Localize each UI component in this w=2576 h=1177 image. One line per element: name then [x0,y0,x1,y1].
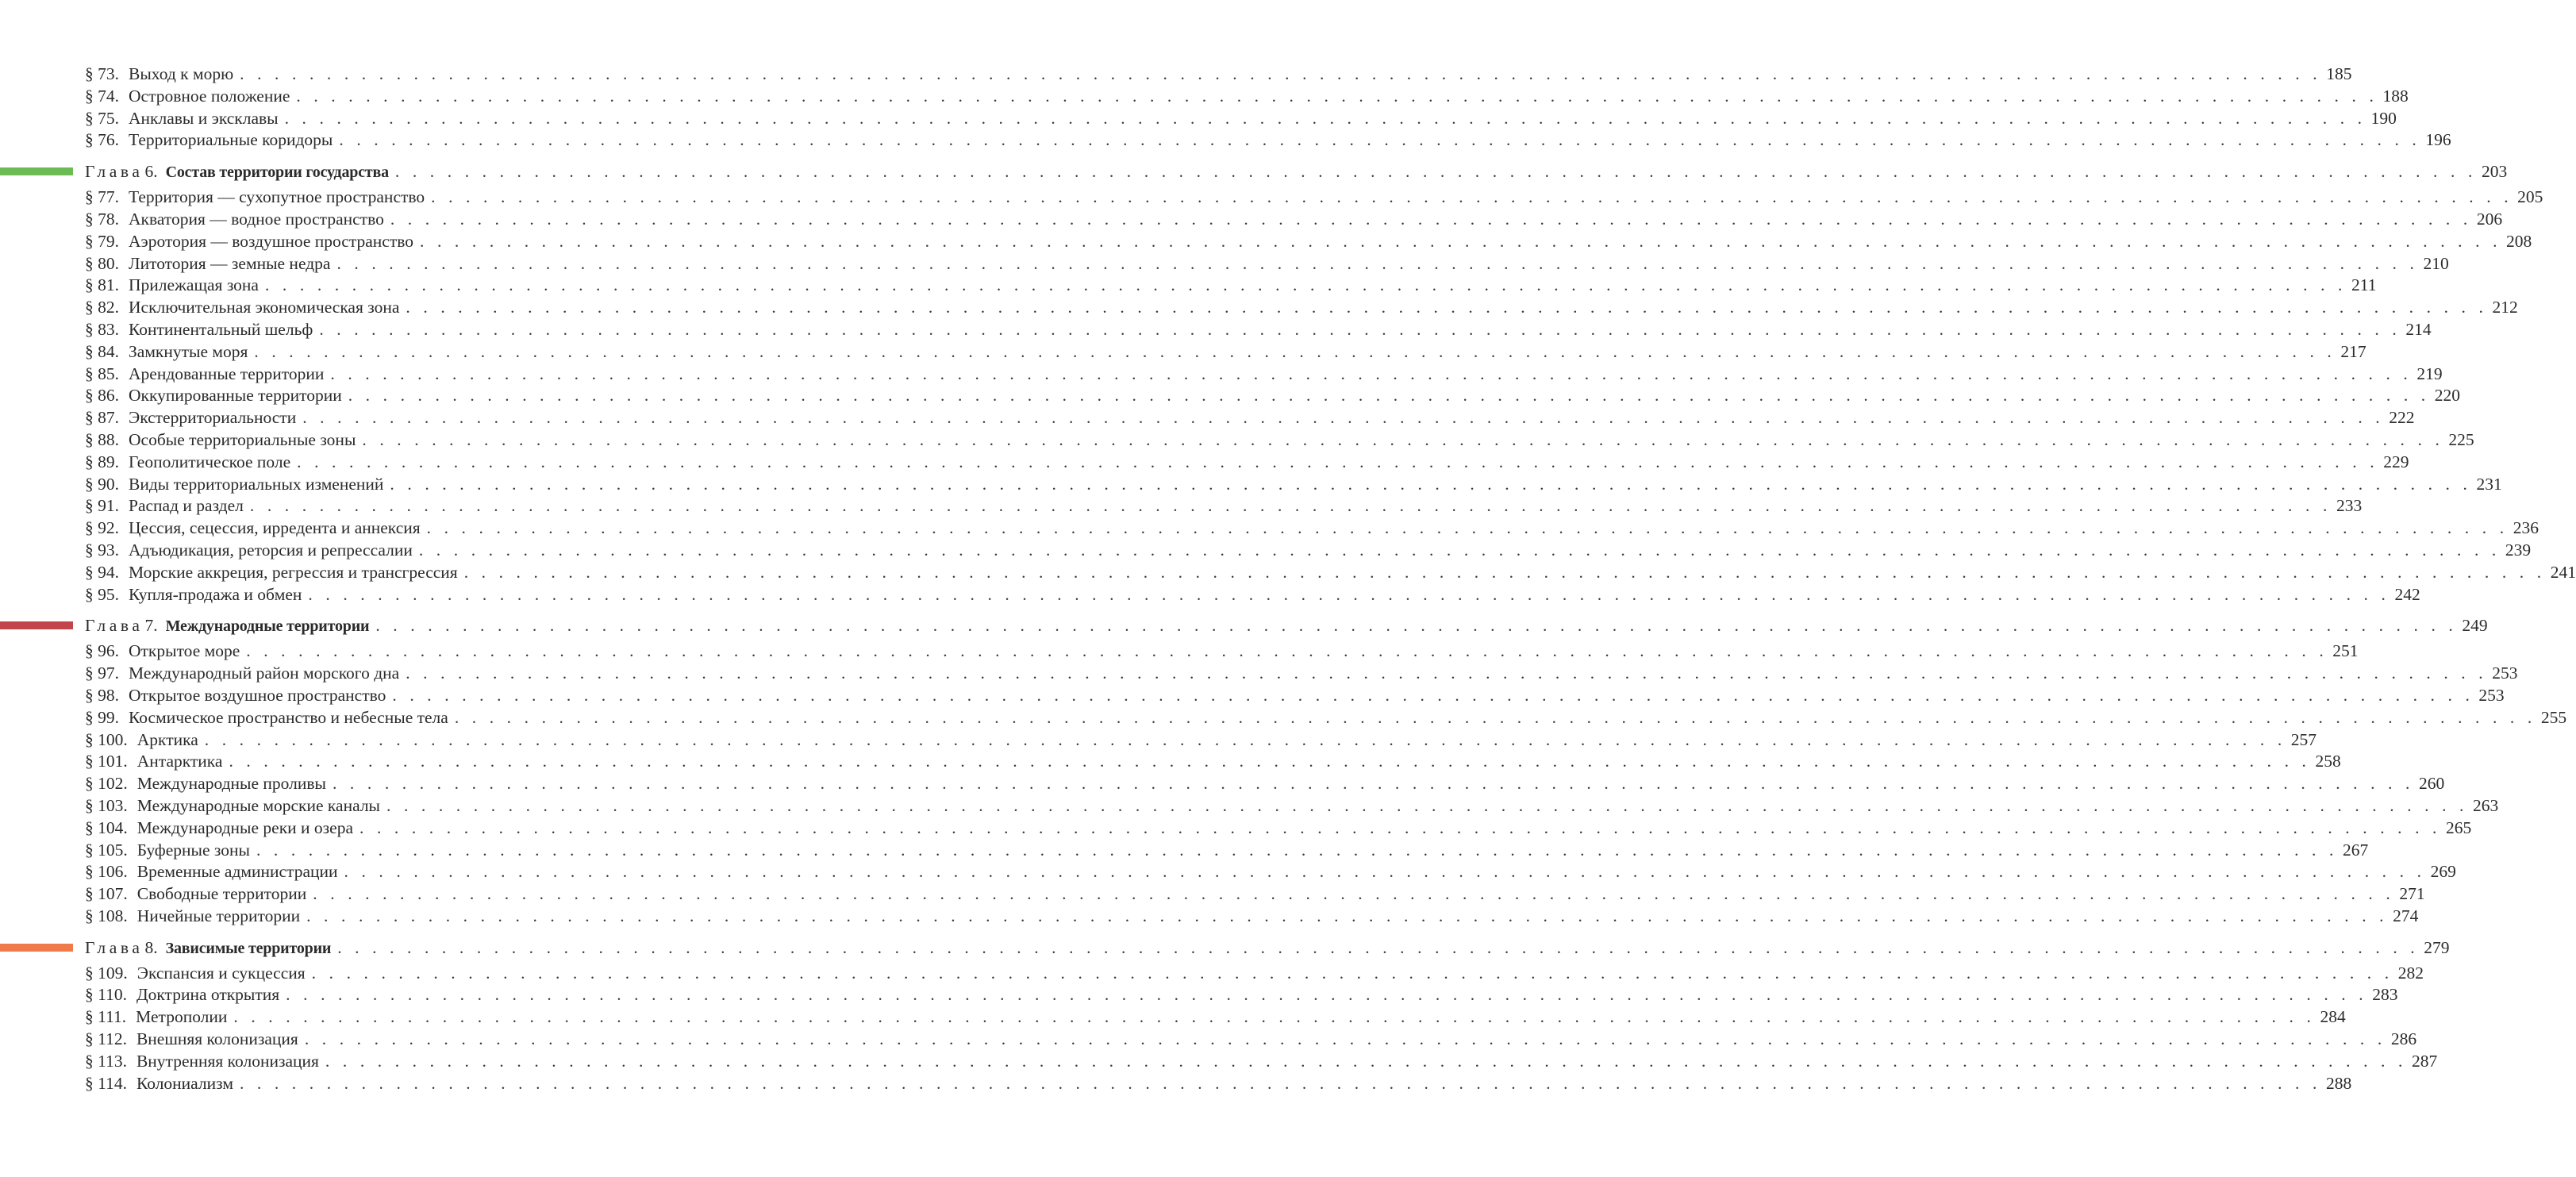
section-title: Особые территориальные зоны [129,429,356,449]
chapter-label: Глава [85,162,144,182]
toc-entry[interactable] [0,319,2432,341]
dot-leader: . . . . . . . . . . . . . . . . . . . . . . . . . . . . . . . . . . . . . . . . . . . . . . . . . . . . . . . . . . . . . . . . . . . . . . . . . . . . . . . . . . . . . . . . . . . . . . . . . . . . . . . . . . . . . . . . . . . . . . . . [239,1073,2321,1093]
toc-entry[interactable] [0,209,2503,231]
section-number: § 84. [85,341,119,361]
page-number: 217 [2340,341,2366,361]
section-title: Распад и раздел [129,496,244,516]
toc-entry[interactable] [0,187,2543,209]
toc-entry[interactable] [0,341,2366,363]
section-number: § 113. [85,1051,127,1071]
section-title: Космическое пространство и небесные тела [129,707,448,727]
section-title: Свободные территории [136,884,307,904]
section-number: § 108. [85,906,128,925]
page-number: 196 [2425,130,2451,150]
dot-leader: . . . . . . . . . . . . . . . . . . . . . . . . . . . . . . . . . . . . . . . . . . . . . . . . . . . . . . . . . . . . . . . . . . . . . . . . . . . . . . . . . . . . . . . . . . . . . . . . . . . . . . . . . . . . . . . . . . . . . . . . [325,1051,2407,1071]
dot-leader: . . . . . . . . . . . . . . . . . . . . . . . . . . . . . . . . . . . . . . . . . . . . . . . . . . . . . . . . . . . . . . . . . . . . . . . . . . . . . . . . . . . . . . . . . . . . . . . . . . . . . . . . . . . . . . . . . . . . . . . . [286,985,2368,1005]
section-title: Территория — сухопутное пространство [129,187,425,207]
toc-entry[interactable] [0,1029,2417,1051]
section-title: Международные морские каналы [136,795,380,815]
page-number: 255 [2540,707,2567,727]
toc-entry[interactable] [0,253,2449,275]
page-number: 208 [2506,231,2532,251]
dot-leader: . . . . . . . . . . . . . . . . . . . . . . . . . . . . . . . . . . . . . . . . . . . . . . . . . . . . . . . . . . . . . . . . . . . . . . . . . . . . . . . . . . . . . . . . . . . . . . . . . . . . . . . . . . . . . . . . . . . . . . . . [454,707,2536,727]
section-number: § 107. [85,884,128,904]
toc-entry[interactable] [0,452,2409,474]
page-number: 220 [2434,386,2461,406]
dot-leader: . . . . . . . . . . . . . . . . . . . . . . . . . . . . . . . . . . . . . . . . . . . . . . . . . . . . . . . . . . . . . . . . . . . . . . . . . . . . . . . . . . . . . . . . . . . . . . . . . . . . . . . . . . . . . . . . . . . . . . . . [284,108,2366,128]
section-number: § 104. [85,817,128,837]
section-number: § 73. [85,64,119,83]
dot-leader: . . . . . . . . . . . . . . . . . . . . . . . . . . . . . . . . . . . . . . . . . . . . . . . . . . . . . . . . . . . . . . . . . . . . . . . . . . . . . . . . . . . . . . . . . . . . . . . . . . . . . . . . . . . . . . . . . . . . . . . . [392,685,2474,705]
page-number: 260 [2419,774,2445,794]
page-number: 287 [2411,1051,2438,1071]
chapter-title: Международные территории [165,617,370,636]
section-number: § 87. [85,408,119,428]
section-number: § 83. [85,319,119,339]
toc-entry[interactable] [0,1006,2346,1029]
section-title: Арктика [136,729,198,749]
toc-entry[interactable] [0,275,2377,297]
toc-entry[interactable] [0,129,2451,152]
dot-leader: . . . . . . . . . . . . . . . . . . . . . . . . . . . . . . . . . . . . . . . . . . . . . . . . . . . . . . . . . . . . . . . . . . . . . . . . . . . . . . . . . . . . . . . . . . . . . . . . . . . . . . . . . . . . . . . . . . . . . . . . [463,562,2546,582]
toc-entry[interactable] [0,108,2397,130]
section-number: § 102. [85,774,128,794]
toc-entry[interactable] [0,385,2461,407]
chapter-number: 7. [144,616,158,636]
page-number: 231 [2476,474,2502,494]
chapter-heading[interactable] [0,159,2508,184]
section-title: Антарктика [136,752,223,771]
toc-entry[interactable] [0,663,2518,685]
dot-leader: . . . . . . . . . . . . . . . . . . . . . . . . . . . . . . . . . . . . . . . . . . . . . . . . . . . . . . . . . . . . . . . . . . . . . . . . . . . . . . . . . . . . . . . . . . . . . . . . . . . . . . . . . . . . . . . . . . . . . . . . [375,616,2458,636]
section-number: § 97. [85,664,119,683]
toc-entry[interactable] [0,231,2532,253]
section-title: Доктрина открытия [136,985,280,1005]
toc-entry[interactable] [0,517,2539,540]
section-number: § 78. [85,209,119,229]
section-number: § 91. [85,496,119,516]
toc-entry[interactable] [0,883,2425,906]
toc-entry[interactable] [0,773,2445,795]
dot-leader: . . . . . . . . . . . . . . . . . . . . . . . . . . . . . . . . . . . . . . . . . . . . . . . . . . . . . . . . . . . . . . . . . . . . . . . . . . . . . . . . . . . . . . . . . . . . . . . . . . . . . . . . . . . . . . . . . . . . . . . . [330,363,2413,383]
toc-entry[interactable] [0,751,2341,773]
toc-entry[interactable] [0,640,2359,663]
chapter-heading[interactable] [0,935,2450,960]
dot-leader: . . . . . . . . . . . . . . . . . . . . . . . . . . . . . . . . . . . . . . . . . . . . . . . . . . . . . . . . . . . . . . . . . . . . . . . . . . . . . . . . . . . . . . . . . . . . . . . . . . . . . . . . . . . . . . . . . . . . . . . . [319,319,2401,339]
page-number: 239 [2505,540,2532,560]
page-number: 229 [2383,452,2409,471]
dot-leader: . . . . . . . . . . . . . . . . . . . . . . . . . . . . . . . . . . . . . . . . . . . . . . . . . . . . . . . . . . . . . . . . . . . . . . . . . . . . . . . . . . . . . . . . . . . . . . . . . . . . . . . . . . . . . . . . . . . . . . . . [332,774,2414,794]
page-number: 263 [2473,795,2499,815]
section-number: § 114. [85,1073,127,1093]
chapter-title: Состав территории государства [165,163,389,182]
page-number: 219 [2416,363,2443,383]
page-number: 267 [2342,840,2369,860]
section-number: § 88. [85,429,119,449]
page-number: 236 [2513,518,2539,538]
toc-entry[interactable] [0,363,2443,386]
page-number: 251 [2332,641,2359,661]
section-number: § 79. [85,231,119,251]
dot-leader: . . . . . . . . . . . . . . . . . . . . . . . . . . . . . . . . . . . . . . . . . . . . . . . . . . . . . . . . . . . . . . . . . . . . . . . . . . . . . . . . . . . . . . . . . . . . . . . . . . . . . . . . . . . . . . . . . . . . . . . . [386,795,2469,815]
dot-leader: . . . . . . . . . . . . . . . . . . . . . . . . . . . . . . . . . . . . . . . . . . . . . . . . . . . . . . . . . . . . . . . . . . . . . . . . . . . . . . . . . . . . . . . . . . . . . . . . . . . . . . . . . . . . . . . . . . . . . . . . [431,187,2513,207]
page-number: 190 [2370,108,2397,128]
section-number: § 110. [85,985,127,1005]
table-of-contents [0,63,2576,1094]
section-title: Оккупированные территории [129,386,342,406]
dot-leader: . . . . . . . . . . . . . . . . . . . . . . . . . . . . . . . . . . . . . . . . . . . . . . . . . . . . . . . . . . . . . . . . . . . . . . . . . . . . . . . . . . . . . . . . . . . . . . . . . . . . . . . . . . . . . . . . . . . . . . . . [390,474,2472,494]
toc-entry[interactable] [0,906,2419,928]
dot-leader: . . . . . . . . . . . . . . . . . . . . . . . . . . . . . . . . . . . . . . . . . . . . . . . . . . . . . . . . . . . . . . . . . . . . . . . . . . . . . . . . . . . . . . . . . . . . . . . . . . . . . . . . . . . . . . . . . . . . . . . . [418,540,2501,560]
page-number: 185 [2326,64,2352,83]
dot-leader: . . . . . . . . . . . . . . . . . . . . . . . . . . . . . . . . . . . . . . . . . . . . . . . . . . . . . . . . . . . . . . . . . . . . . . . . . . . . . . . . . . . . . . . . . . . . . . . . . . . . . . . . . . . . . . . . . . . . . . . . [406,664,2488,683]
section-number: § 95. [85,584,119,604]
page-number: 222 [2389,408,2415,428]
page-number: 225 [2448,429,2474,449]
section-title: Цессия, сецессия, ирредента и аннексия [129,518,421,538]
chapter-color-marker [0,621,73,629]
dot-leader: . . . . . . . . . . . . . . . . . . . . . . . . . . . . . . . . . . . . . . . . . . . . . . . . . . . . . . . . . . . . . . . . . . . . . . . . . . . . . . . . . . . . . . . . . . . . . . . . . . . . . . . . . . . . . . . . . . . . . . . . [394,162,2477,182]
section-number: § 89. [85,452,119,471]
page-number: 242 [2394,584,2420,604]
toc-entry[interactable] [0,86,2409,108]
page-number: 212 [2492,298,2518,317]
section-number: § 76. [85,130,119,150]
section-number: § 106. [85,862,128,882]
page-number: 279 [2424,937,2450,957]
section-title: Анклавы и эксклавы [129,108,279,128]
dot-leader: . . . . . . . . . . . . . . . . . . . . . . . . . . . . . . . . . . . . . . . . . . . . . . . . . . . . . . . . . . . . . . . . . . . . . . . . . . . . . . . . . . . . . . . . . . . . . . . . . . . . . . . . . . . . . . . . . . . . . . . . [240,64,2322,83]
section-title: Метрополии [136,1007,228,1027]
section-title: Открытое море [129,641,240,661]
page-number: 210 [2423,253,2449,273]
section-title: Геополитическое поле [129,452,291,471]
chapter-number: 6. [144,162,158,182]
toc-entry[interactable] [0,840,2369,862]
section-title: Колониализм [136,1073,233,1093]
section-number: § 77. [85,187,119,207]
page-number: 214 [2405,319,2432,339]
page-number: 233 [2336,496,2363,516]
toc-entry[interactable] [0,407,2415,429]
section-number: § 99. [85,707,119,727]
section-title: Ничейные территории [136,906,301,925]
section-title: Открытое воздушное пространство [129,685,386,705]
chapter-color-marker [0,167,73,175]
dot-leader: . . . . . . . . . . . . . . . . . . . . . . . . . . . . . . . . . . . . . . . . . . . . . . . . . . . . . . . . . . . . . . . . . . . . . . . . . . . . . . . . . . . . . . . . . . . . . . . . . . . . . . . . . . . . . . . . . . . . . . . . [336,253,2419,273]
section-title: Международные реки и озера [136,817,353,837]
dot-leader: . . . . . . . . . . . . . . . . . . . . . . . . . . . . . . . . . . . . . . . . . . . . . . . . . . . . . . . . . . . . . . . . . . . . . . . . . . . . . . . . . . . . . . . . . . . . . . . . . . . . . . . . . . . . . . . . . . . . . . . . [296,86,2378,106]
toc-entry[interactable] [0,707,2567,729]
dot-leader: . . . . . . . . . . . . . . . . . . . . . . . . . . . . . . . . . . . . . . . . . . . . . . . . . . . . . . . . . . . . . . . . . . . . . . . . . . . . . . . . . . . . . . . . . . . . . . . . . . . . . . . . . . . . . . . . . . . . . . . . [311,963,2393,983]
toc-entry[interactable] [0,1051,2438,1073]
page-number: 288 [2325,1073,2352,1093]
section-title: Адъюдикация, реторсия и репрессалии [129,540,413,560]
page-number: 284 [2320,1007,2346,1027]
section-title: Международный район морского дна [129,664,400,683]
toc-entry[interactable] [0,795,2499,817]
page-number: 188 [2382,86,2409,106]
section-number: § 109. [85,963,128,983]
dot-leader: . . . . . . . . . . . . . . . . . . . . . . . . . . . . . . . . . . . . . . . . . . . . . . . . . . . . . . . . . . . . . . . . . . . . . . . . . . . . . . . . . . . . . . . . . . . . . . . . . . . . . . . . . . . . . . . . . . . . . . . . [420,231,2502,251]
section-number: § 80. [85,253,119,273]
toc-entry[interactable] [0,297,2518,319]
page-number: 253 [2492,664,2518,683]
dot-leader: . . . . . . . . . . . . . . . . . . . . . . . . . . . . . . . . . . . . . . . . . . . . . . . . . . . . . . . . . . . . . . . . . . . . . . . . . . . . . . . . . . . . . . . . . . . . . . . . . . . . . . . . . . . . . . . . . . . . . . . . [362,429,2444,449]
page-number: 271 [2399,884,2425,904]
dot-leader: . . . . . . . . . . . . . . . . . . . . . . . . . . . . . . . . . . . . . . . . . . . . . . . . . . . . . . . . . . . . . . . . . . . . . . . . . . . . . . . . . . . . . . . . . . . . . . . . . . . . . . . . . . . . . . . . . . . . . . . . [304,1029,2386,1049]
dot-leader: . . . . . . . . . . . . . . . . . . . . . . . . . . . . . . . . . . . . . . . . . . . . . . . . . . . . . . . . . . . . . . . . . . . . . . . . . . . . . . . . . . . . . . . . . . . . . . . . . . . . . . . . . . . . . . . . . . . . . . . . [313,884,2395,904]
section-title: Экстерриториальности [129,408,297,428]
section-number: § 86. [85,386,119,406]
section-number: § 105. [85,840,128,860]
section-number: § 103. [85,795,128,815]
chapter-color-marker [0,944,73,952]
toc-entry[interactable] [0,540,2532,562]
section-title: Замкнутые моря [129,341,248,361]
toc-entry[interactable] [0,729,2317,752]
section-title: Внутренняя колонизация [136,1051,319,1071]
section-number: § 81. [85,275,119,295]
section-title: Купля-продажа и обмен [129,584,302,604]
section-title: Выход к морю [129,64,234,83]
toc-entry[interactable] [0,474,2502,496]
dot-leader: . . . . . . . . . . . . . . . . . . . . . . . . . . . . . . . . . . . . . . . . . . . . . . . . . . . . . . . . . . . . . . . . . . . . . . . . . . . . . . . . . . . . . . . . . . . . . . . . . . . . . . . . . . . . . . . . . . . . . . . . [204,729,2286,749]
section-title: Международные проливы [136,774,326,794]
dot-leader: . . . . . . . . . . . . . . . . . . . . . . . . . . . . . . . . . . . . . . . . . . . . . . . . . . . . . . . . . . . . . . . . . . . . . . . . . . . . . . . . . . . . . . . . . . . . . . . . . . . . . . . . . . . . . . . . . . . . . . . . [337,937,2420,957]
dot-leader: . . . . . . . . . . . . . . . . . . . . . . . . . . . . . . . . . . . . . . . . . . . . . . . . . . . . . . . . . . . . . . . . . . . . . . . . . . . . . . . . . . . . . . . . . . . . . . . . . . . . . . . . . . . . . . . . . . . . . . . . [348,386,2430,406]
page-number: 265 [2446,817,2472,837]
dot-leader: . . . . . . . . . . . . . . . . . . . . . . . . . . . . . . . . . . . . . . . . . . . . . . . . . . . . . . . . . . . . . . . . . . . . . . . . . . . . . . . . . . . . . . . . . . . . . . . . . . . . . . . . . . . . . . . . . . . . . . . . [339,130,2421,150]
dot-leader: . . . . . . . . . . . . . . . . . . . . . . . . . . . . . . . . . . . . . . . . . . . . . . . . . . . . . . . . . . . . . . . . . . . . . . . . . . . . . . . . . . . . . . . . . . . . . . . . . . . . . . . . . . . . . . . . . . . . . . . . [233,1007,2316,1027]
dot-leader: . . . . . . . . . . . . . . . . . . . . . . . . . . . . . . . . . . . . . . . . . . . . . . . . . . . . . . . . . . . . . . . . . . . . . . . . . . . . . . . . . . . . . . . . . . . . . . . . . . . . . . . . . . . . . . . . . . . . . . . . [264,275,2347,295]
toc-entry[interactable] [0,63,2352,86]
toc-entry[interactable] [0,584,2420,606]
dot-leader: . . . . . . . . . . . . . . . . . . . . . . . . . . . . . . . . . . . . . . . . . . . . . . . . . . . . . . . . . . . . . . . . . . . . . . . . . . . . . . . . . . . . . . . . . . . . . . . . . . . . . . . . . . . . . . . . . . . . . . . . [246,641,2328,661]
section-number: § 75. [85,108,119,128]
toc-entry[interactable] [0,562,2576,584]
toc-entry[interactable] [0,817,2472,840]
toc-entry[interactable] [0,685,2505,707]
dot-leader: . . . . . . . . . . . . . . . . . . . . . . . . . . . . . . . . . . . . . . . . . . . . . . . . . . . . . . . . . . . . . . . . . . . . . . . . . . . . . . . . . . . . . . . . . . . . . . . . . . . . . . . . . . . . . . . . . . . . . . . . [406,298,2488,317]
section-number: § 111. [85,1007,127,1027]
page-number: 249 [2462,616,2488,636]
page-number: 206 [2476,209,2503,229]
section-title: Аэротория — воздушное пространство [129,231,414,251]
page-number: 253 [2478,685,2505,705]
dot-leader: . . . . . . . . . . . . . . . . . . . . . . . . . . . . . . . . . . . . . . . . . . . . . . . . . . . . . . . . . . . . . . . . . . . . . . . . . . . . . . . . . . . . . . . . . . . . . . . . . . . . . . . . . . . . . . . . . . . . . . . . [426,518,2509,538]
section-title: Акватория — водное пространство [129,209,384,229]
dot-leader: . . . . . . . . . . . . . . . . . . . . . . . . . . . . . . . . . . . . . . . . . . . . . . . . . . . . . . . . . . . . . . . . . . . . . . . . . . . . . . . . . . . . . . . . . . . . . . . . . . . . . . . . . . . . . . . . . . . . . . . . [297,452,2379,471]
toc-entry[interactable] [0,429,2474,452]
section-number: § 85. [85,363,119,383]
section-number: § 101. [85,752,128,771]
toc-entry[interactable] [0,963,2424,985]
dot-leader: . . . . . . . . . . . . . . . . . . . . . . . . . . . . . . . . . . . . . . . . . . . . . . . . . . . . . . . . . . . . . . . . . . . . . . . . . . . . . . . . . . . . . . . . . . . . . . . . . . . . . . . . . . . . . . . . . . . . . . . . [308,584,2390,604]
page-number: 282 [2397,963,2424,983]
section-title: Прилежащая зона [129,275,259,295]
toc-entry[interactable] [0,984,2398,1006]
section-number: § 98. [85,685,119,705]
section-title: Экспансия и сукцессия [136,963,306,983]
page-number: 211 [2351,275,2377,295]
section-title: Внешняя колонизация [136,1029,298,1049]
section-title: Буферные зоны [136,840,250,860]
section-number: § 96. [85,641,119,661]
toc-entry[interactable] [0,495,2363,517]
chapter-title: Зависимые территории [165,939,332,957]
page-number: 274 [2393,906,2419,925]
dot-leader: . . . . . . . . . . . . . . . . . . . . . . . . . . . . . . . . . . . . . . . . . . . . . . . . . . . . . . . . . . . . . . . . . . . . . . . . . . . . . . . . . . . . . . . . . . . . . . . . . . . . . . . . . . . . . . . . . . . . . . . . [306,906,2389,925]
page-number: 205 [2517,187,2543,207]
page-number: 241 [2550,562,2576,582]
dot-leader: . . . . . . . . . . . . . . . . . . . . . . . . . . . . . . . . . . . . . . . . . . . . . . . . . . . . . . . . . . . . . . . . . . . . . . . . . . . . . . . . . . . . . . . . . . . . . . . . . . . . . . . . . . . . . . . . . . . . . . . . [229,752,2311,771]
page-number: 269 [2430,862,2456,882]
section-title: Литотория — земные недра [129,253,331,273]
section-title: Виды территориальных изменений [129,474,384,494]
dot-leader: . . . . . . . . . . . . . . . . . . . . . . . . . . . . . . . . . . . . . . . . . . . . . . . . . . . . . . . . . . . . . . . . . . . . . . . . . . . . . . . . . . . . . . . . . . . . . . . . . . . . . . . . . . . . . . . . . . . . . . . . [359,817,2442,837]
page-number: 203 [2481,162,2508,182]
section-title: Территориальные коридоры [129,130,333,150]
section-number: § 94. [85,562,119,582]
section-number: § 112. [85,1029,127,1049]
page-number: 286 [2390,1029,2417,1049]
section-title: Исключительная экономическая зона [129,298,400,317]
toc-entry[interactable] [0,861,2456,883]
section-title: Арендованные территории [129,363,325,383]
section-title: Морские аккреция, регрессия и трансгрессия [129,562,458,582]
chapter-heading[interactable] [0,613,2488,638]
section-title: Островное положение [129,86,290,106]
section-number: § 93. [85,540,119,560]
section-number: § 82. [85,298,119,317]
page-number: 283 [2372,985,2398,1005]
page-number: 257 [2290,729,2317,749]
dot-leader: . . . . . . . . . . . . . . . . . . . . . . . . . . . . . . . . . . . . . . . . . . . . . . . . . . . . . . . . . . . . . . . . . . . . . . . . . . . . . . . . . . . . . . . . . . . . . . . . . . . . . . . . . . . . . . . . . . . . . . . . [254,341,2336,361]
section-number: § 74. [85,86,119,106]
dot-leader: . . . . . . . . . . . . . . . . . . . . . . . . . . . . . . . . . . . . . . . . . . . . . . . . . . . . . . . . . . . . . . . . . . . . . . . . . . . . . . . . . . . . . . . . . . . . . . . . . . . . . . . . . . . . . . . . . . . . . . . . [249,496,2332,516]
page-number: 258 [2315,752,2341,771]
chapter-number: 8. [144,937,158,957]
section-number: § 100. [85,729,128,749]
section-number: § 90. [85,474,119,494]
dot-leader: . . . . . . . . . . . . . . . . . . . . . . . . . . . . . . . . . . . . . . . . . . . . . . . . . . . . . . . . . . . . . . . . . . . . . . . . . . . . . . . . . . . . . . . . . . . . . . . . . . . . . . . . . . . . . . . . . . . . . . . . [256,840,2338,860]
section-title: Временные администрации [136,862,338,882]
section-number: § 92. [85,518,119,538]
dot-leader: . . . . . . . . . . . . . . . . . . . . . . . . . . . . . . . . . . . . . . . . . . . . . . . . . . . . . . . . . . . . . . . . . . . . . . . . . . . . . . . . . . . . . . . . . . . . . . . . . . . . . . . . . . . . . . . . . . . . . . . . [302,408,2385,428]
chapter-label: Глава [85,616,144,636]
toc-entry[interactable] [0,1073,2352,1095]
dot-leader: . . . . . . . . . . . . . . . . . . . . . . . . . . . . . . . . . . . . . . . . . . . . . . . . . . . . . . . . . . . . . . . . . . . . . . . . . . . . . . . . . . . . . . . . . . . . . . . . . . . . . . . . . . . . . . . . . . . . . . . . [344,862,2426,882]
section-title: Континентальный шельф [129,319,313,339]
dot-leader: . . . . . . . . . . . . . . . . . . . . . . . . . . . . . . . . . . . . . . . . . . . . . . . . . . . . . . . . . . . . . . . . . . . . . . . . . . . . . . . . . . . . . . . . . . . . . . . . . . . . . . . . . . . . . . . . . . . . . . . . [390,209,2472,229]
chapter-label: Глава [85,937,144,957]
